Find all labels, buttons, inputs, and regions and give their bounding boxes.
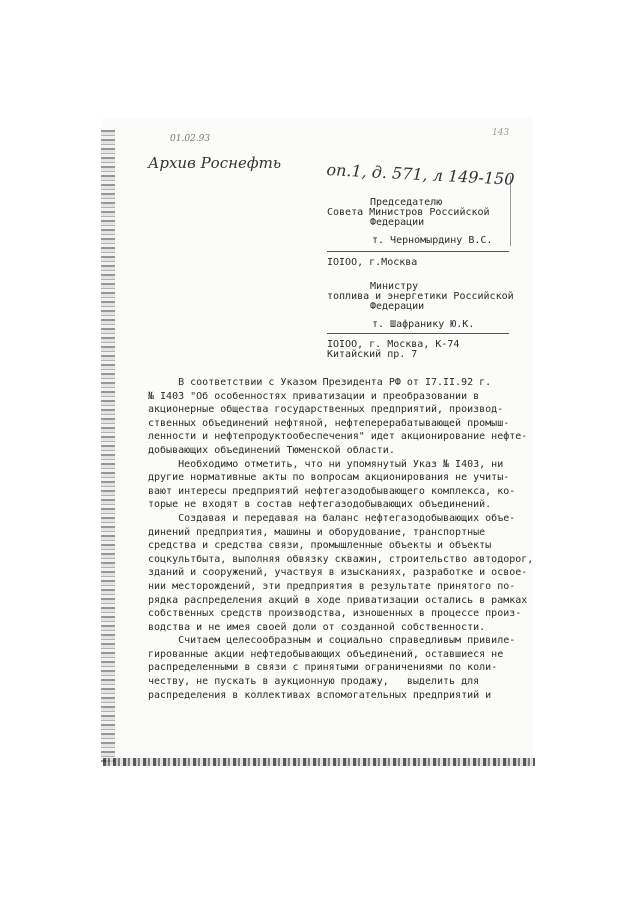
body-line: Необходимо отметить, что ни упомянутый Указ № I403, ни xyxy=(148,458,504,470)
body-line: другие нормативные акты по вопросам акционирования не учиты- xyxy=(148,472,510,484)
letter-body xyxy=(148,376,534,702)
body-line: В соответствии с Указом Президента РФ от I7.II.92 г. xyxy=(148,377,492,388)
addressee2-name: т. Шафранику Ю.К. xyxy=(372,319,475,330)
addressee2-street: Китайский пр. 7 xyxy=(327,349,418,360)
addressee1-address: IOIOO, г.Москва xyxy=(327,257,418,268)
body-line: водства и не имея своей доли от созданной собственности. xyxy=(148,621,486,633)
addressee1-org: Совета Министров Российской xyxy=(327,207,490,218)
body-line: честву, не пускать в аукционную продажу, выделить для xyxy=(148,676,480,688)
scan-left-edge xyxy=(101,130,115,762)
body-line: № I403 "Об особенностях приватизации и преобразовании в xyxy=(148,390,480,402)
body-line: рядка распределения акций в ходе приватизации остались в рамках xyxy=(148,594,528,606)
addressee2-rule xyxy=(327,333,509,334)
body-line: собственных средств производства, изношенных в процессе произ- xyxy=(148,608,522,620)
body-line: добывающих объединений Тюменской области. xyxy=(148,444,395,456)
body-line: вают интересы предприятий нефтегазодобывающего комплекса, ко- xyxy=(148,485,516,497)
body-line: Считаем целесообразным и социально справедливым привиле- xyxy=(148,635,516,647)
addressee1-name: т. Черномырдину В.С. xyxy=(372,235,493,246)
archive-reference: оп.1, д. 571, л 149-150 xyxy=(326,160,515,189)
body-line: Создавая и передавая на баланс нефтегазодобывающих объе- xyxy=(148,512,516,524)
body-line: ственных объединений нефтяной, нефтеперерабатывающей промыш- xyxy=(148,417,510,429)
body-line: нии месторождений, эти предприятия в результате принятого по- xyxy=(148,580,516,592)
addressee1-country: Федерации xyxy=(370,217,425,228)
body-line: соцкультбыта, выполняя обвязку скважин, строительство автодорог, xyxy=(148,553,534,565)
body-line: ленности и нефтепродуктообеспечения" идет акционирование нефте- xyxy=(148,431,528,443)
body-line: акционерные общества государственных предприятий, производ- xyxy=(148,404,504,416)
body-line: распределенными в связи с принятыми ограничениями по коли- xyxy=(148,662,498,674)
archive-note: Архив Роснефть xyxy=(148,154,281,172)
date-stamp: 01.02.93 xyxy=(170,134,211,144)
body-line: гированные акции нефтедобывающих объединений, оставшиеся не xyxy=(148,648,504,660)
addressee1-rule xyxy=(327,251,509,252)
body-line: средства и средства связи, промышленные объекты и объекты xyxy=(148,540,492,552)
addressee2-address: IOIOO, г. Москва, К-74 xyxy=(327,339,460,350)
addressee1-title: Председателю xyxy=(370,197,443,208)
body-line: торые не входят в состав нефтегазодобывающих объединений. xyxy=(148,499,492,511)
addressee2-country: Федерации xyxy=(370,301,425,312)
page-corner-number: 143 xyxy=(492,128,510,138)
addressee2-org: топлива и энергетики Российской xyxy=(327,291,514,302)
body-line: распределения в коллективах вспомогательных предприятий и xyxy=(148,689,492,701)
scan-bottom-edge xyxy=(103,758,535,766)
body-line: зданий и сооружений, участвуя в изысканиях, разработке и освое- xyxy=(148,567,528,579)
body-line: динений предприятия, машины и оборудование, транспортные xyxy=(148,526,486,538)
addressee2-title: Министру xyxy=(370,281,419,292)
